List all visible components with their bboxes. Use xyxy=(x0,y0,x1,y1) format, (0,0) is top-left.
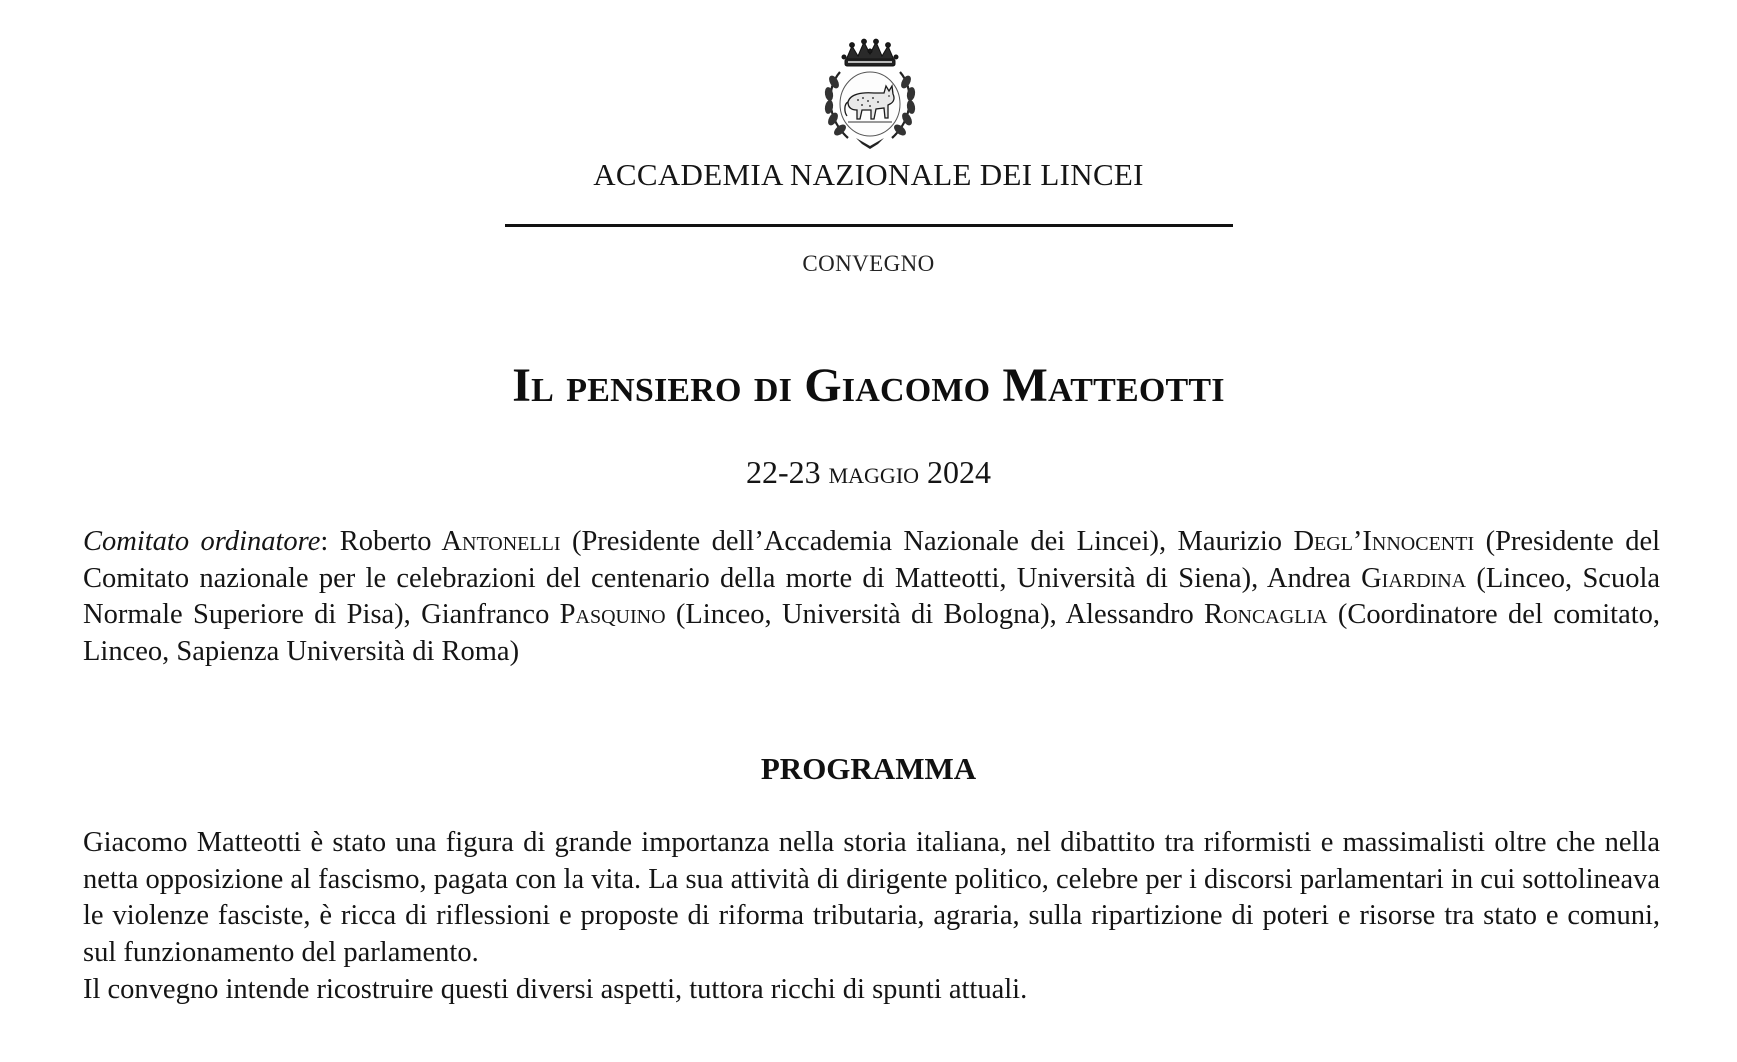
member-surname: Pasquino xyxy=(559,599,666,631)
member-first-name: Maurizio xyxy=(1177,526,1282,557)
member-affiliation: (Linceo, Università di Bologna) xyxy=(675,599,1050,631)
member-affiliation: (Presidente del Comitato nazionale per le celebrazioni del centenario della morte di Matteotti, Università di Siena) xyxy=(83,526,1661,594)
committee-member: Andrea Giardina (Linceo, Scuola Normale Superiore di Pisa), xyxy=(83,562,1661,631)
date-days: 22-23 xyxy=(745,454,821,490)
conference-title: Il pensiero di Giacomo Matteotti xyxy=(512,359,1225,412)
program-description xyxy=(83,825,1660,1009)
member-affiliation: (Coordinatore del comitato, Linceo, Sapienza Università di Roma) xyxy=(83,599,1661,668)
date-year: 2024 xyxy=(927,454,992,490)
program-paragraph: Il convegno intende ricostruire questi diversi aspetti, tuttora ricchi di spunti attuali. xyxy=(83,973,1028,1005)
member-affiliation: (Presidente dell’Accademia Nazionale dei Lincei) xyxy=(571,526,1159,557)
program-paragraph: Giacomo Matteotti è stato una figura di grande importanza nella storia italiana, nel dibattito tra riformisti e massimalisti oltre che nella netta opposizione al fascismo, pagata con la vita. La sua attività di dirigente politico, celebre per i discorsi parlamentari in cui sottolineava le violenze fasciste, è ricca di riflessioni e proposte di riforma tributaria, agraria, sulla ripartizione di poteri e risorse tra stato e comuni, sul funzionamento del parlamento. xyxy=(83,827,1660,969)
member-surname: Degl’Innocenti xyxy=(1293,526,1475,557)
lynx-crest-icon xyxy=(818,38,922,150)
academy-emblem xyxy=(818,38,922,150)
committee-label: Comitato ordinatore xyxy=(83,526,321,557)
committee-separator: : xyxy=(320,526,340,557)
member-first-name: Roberto xyxy=(339,526,432,557)
committee-member: Roberto Antonelli (Presidente dell’Accademia Nazionale dei Lincei), xyxy=(339,526,1178,557)
member-surname: Giardina xyxy=(1361,562,1467,594)
member-surname: Antonelli xyxy=(441,526,561,557)
date-month: maggio xyxy=(828,454,920,490)
event-type-label: CONVEGNO xyxy=(802,251,935,276)
member-affiliation: (Linceo, Scuola Normale Superiore di Pisa) xyxy=(83,562,1661,631)
conference-date xyxy=(0,452,1737,492)
program-heading: PROGRAMMA xyxy=(760,751,977,786)
institution-name: ACCADEMIA NAZIONALE DEI LINCEI xyxy=(593,157,1144,192)
member-first-name: Gianfranco xyxy=(421,599,550,631)
member-first-name: Andrea xyxy=(1266,562,1351,594)
committee-member: Gianfranco Pasquino (Linceo, Università di Bologna), xyxy=(421,599,1066,631)
member-surname: Roncaglia xyxy=(1204,599,1328,631)
header-divider xyxy=(505,224,1233,227)
member-first-name: Alessandro xyxy=(1065,599,1194,631)
organizing-committee xyxy=(83,524,1660,671)
committee-member: Maurizio Degl’Innocenti (Presidente del Comitato nazionale per le celebrazioni del centenario della morte di Matteotti, Università di Siena), xyxy=(83,526,1661,594)
